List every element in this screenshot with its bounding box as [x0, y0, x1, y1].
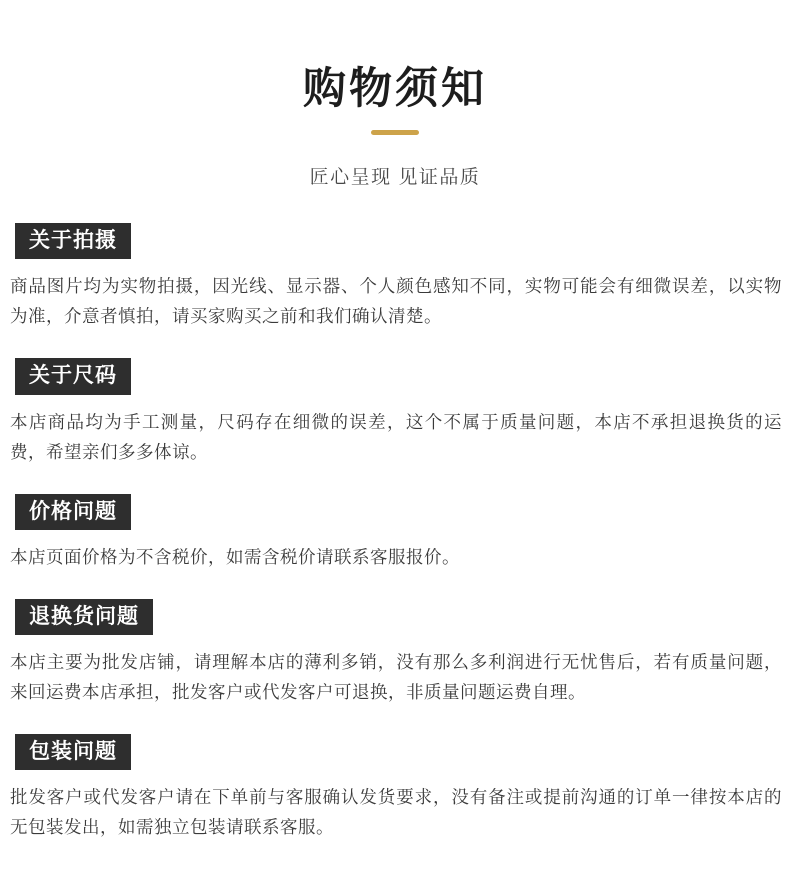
section-photography: [0, 223, 790, 331]
section-badge-pricing: 价格问题: [15, 494, 131, 530]
section-badge-sizing: 关于尺码: [15, 358, 131, 394]
section-body-returns: 本店主要为批发店铺，请理解本店的薄利多销，没有那么多利润进行无忧售后，若有质量问题，来回运费本店承担，批发客户或代发客户可退换，非质量问题运费自理。: [10, 652, 782, 703]
section-pricing: [0, 494, 790, 572]
section-badge-returns: 退换货问题: [15, 599, 153, 635]
section-body-sizing: 本店商品均为手工测量，尺码存在细微的误差，这个不属于质量问题，本店不承担退换货的运费，希望亲们多多体谅。: [10, 411, 782, 462]
page-title: 购物须知: [303, 65, 487, 113]
page-header: [0, 66, 790, 189]
section-packaging: [0, 734, 790, 842]
notice-sections: [0, 223, 790, 842]
section-badge-photography: 关于拍摄: [15, 223, 131, 259]
section-sizing: [0, 358, 790, 466]
section-body-photography: 商品图片均为实物拍摄，因光线、显示器、个人颜色感知不同，实物可能会有细微误差，以实物为准，介意者慎拍，请买家购买之前和我们确认清楚。: [10, 276, 782, 327]
page-subtitle: 匠心呈现 见证品质: [309, 167, 481, 189]
section-badge-packaging: 包装问题: [15, 734, 131, 770]
section-body-packaging: 批发客户或代发客户请在下单前与客服确认发货要求，没有备注或提前沟通的订单一律按本店的无包装发出，如需独立包装请联系客服。: [10, 787, 782, 838]
gold-divider: [371, 130, 419, 135]
section-body-pricing: 本店页面价格为不含税价，如需含税价请联系客服报价。: [10, 546, 460, 567]
section-returns: [0, 599, 790, 707]
